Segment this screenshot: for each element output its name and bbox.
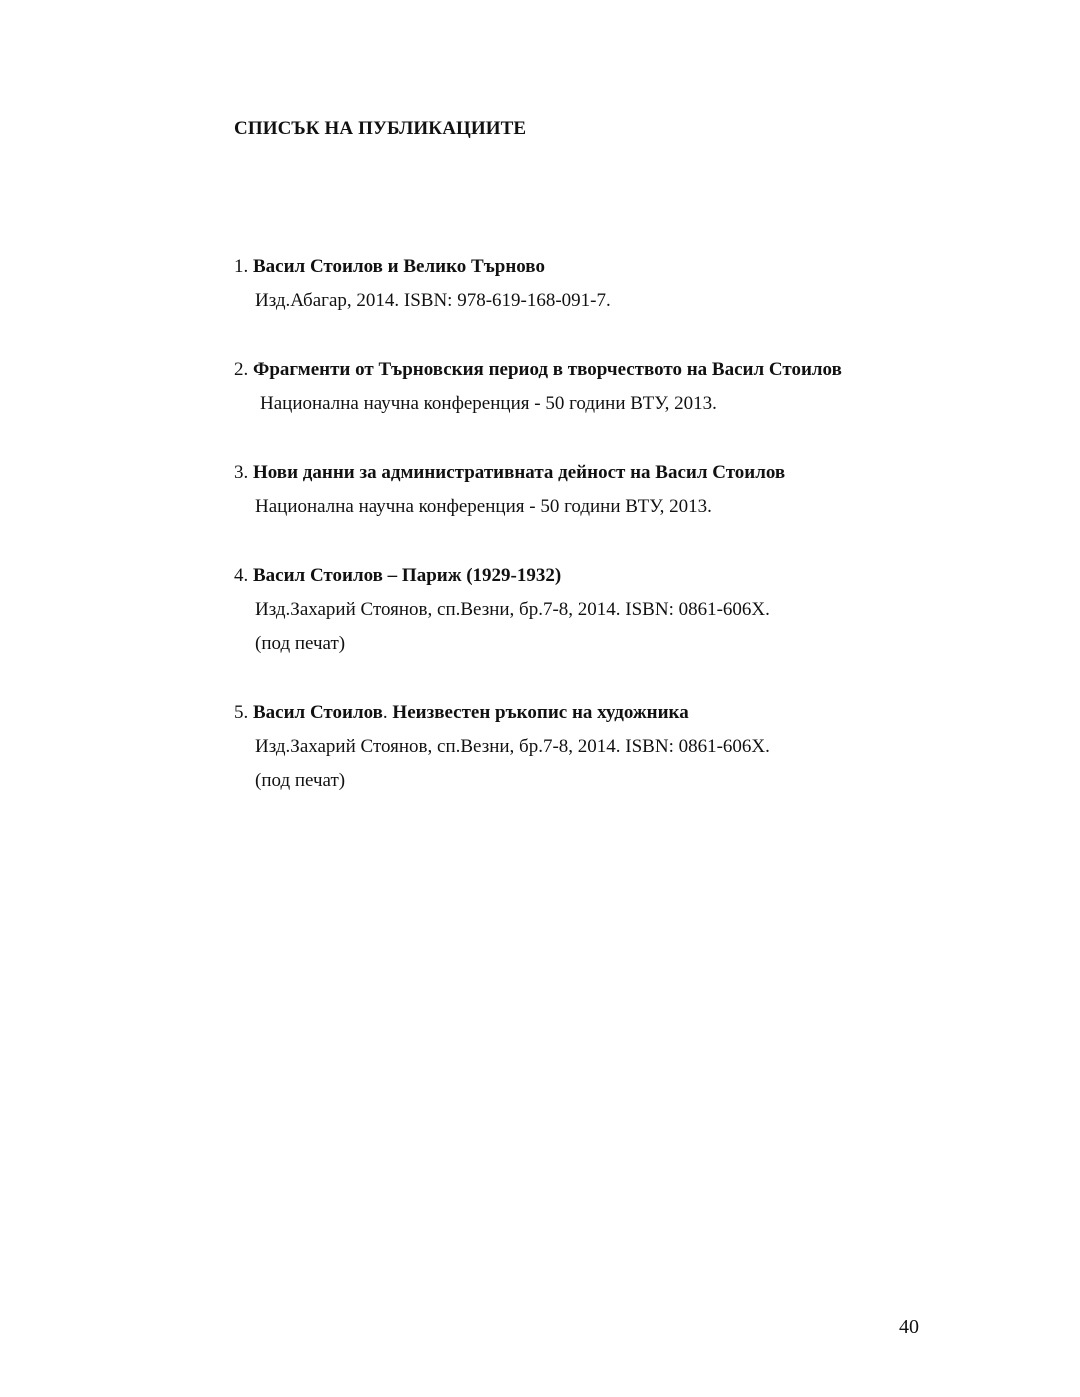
page-title: СПИСЪК НА ПУБЛИКАЦИИТЕ xyxy=(234,118,527,139)
publication-item-1 xyxy=(234,250,1014,318)
publication-heading xyxy=(234,456,1014,490)
publication-heading xyxy=(234,696,1014,730)
publication-title: Васил Стоилов и Велико Търново xyxy=(253,256,545,277)
publication-number: 4. xyxy=(234,565,249,586)
publication-number: 3. xyxy=(234,462,249,483)
publication-details: Изд.Абагар, 2014. ISBN: 978-619-168-091-7. xyxy=(255,290,611,311)
publication-status: (под печат) xyxy=(255,770,346,791)
publication-item-3 xyxy=(234,456,1014,524)
publication-item-2 xyxy=(234,353,1014,421)
publication-title: Васил Стоилов – Париж (1929-1932) xyxy=(253,565,562,586)
publication-number: 2. xyxy=(234,359,249,380)
publication-details: Национална научна конференция - 50 години ВТУ, 2013. xyxy=(255,496,712,517)
publication-heading xyxy=(234,559,1014,593)
publication-item-4 xyxy=(234,559,1014,661)
publication-heading xyxy=(234,250,1014,284)
publication-details: Изд.Захарий Стоянов, сп.Везни, бр.7-8, 2014. ISBN: 0861-606X. xyxy=(255,736,770,757)
publication-title: Нови данни за административната дейност на Васил Стоилов xyxy=(253,462,786,483)
publication-heading xyxy=(234,353,1014,387)
publication-item-5 xyxy=(234,696,1014,798)
publication-details: Изд.Захарий Стоянов, сп.Везни, бр.7-8, 2014. ISBN: 0861-606X. xyxy=(255,599,770,620)
publication-number: 5. xyxy=(234,702,249,723)
page-number: 40 xyxy=(899,1316,919,1338)
publication-title: Васил Стоилов xyxy=(253,702,383,723)
publication-status: (под печат) xyxy=(255,633,346,654)
publication-details: Национална научна конференция - 50 години ВТУ, 2013. xyxy=(260,393,717,414)
publication-title: Фрагменти от Търновския период в творчеството на Васил Стоилов xyxy=(253,359,842,380)
publication-title-part2: Неизвестен ръкопис на художника xyxy=(392,702,689,723)
publication-number: 1. xyxy=(234,256,249,277)
publication-title-separator: . xyxy=(382,702,393,723)
